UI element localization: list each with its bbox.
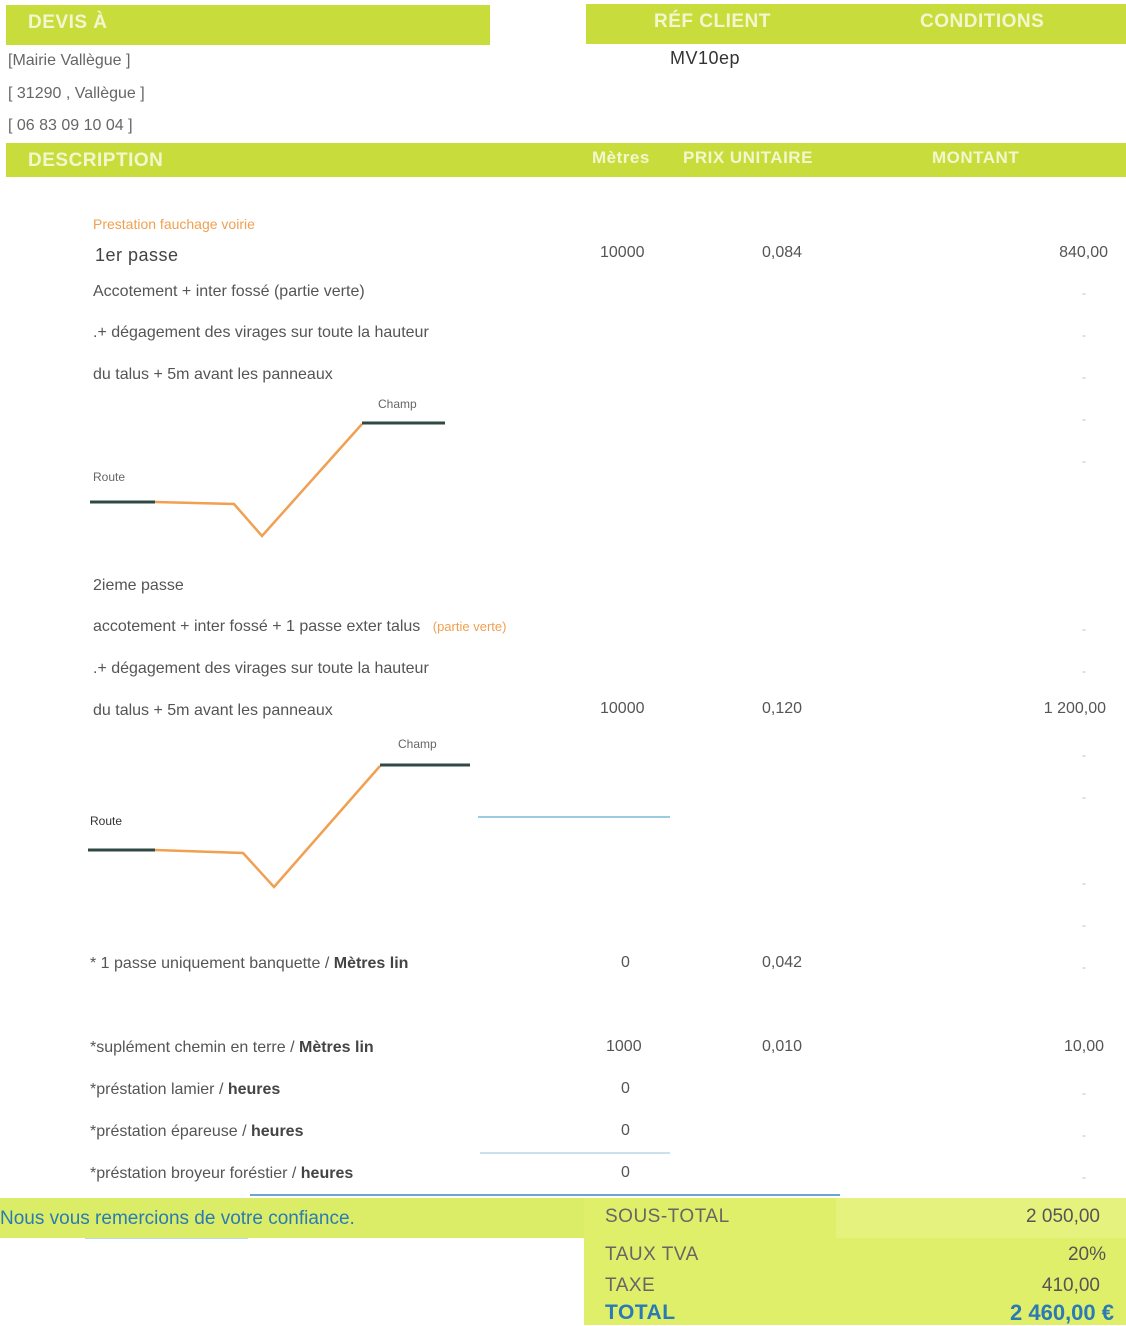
thanks-message: Nous vous remercions de votre confiance. bbox=[0, 1208, 355, 1229]
subtotal-value: 2 050,00 bbox=[1026, 1206, 1100, 1227]
extra-unit: heures bbox=[227, 1081, 281, 1098]
client-city: [ 31290 , Vallègue ] bbox=[8, 85, 145, 102]
pass2-line1 bbox=[93, 618, 506, 636]
extra-label: *préstation épareuse / bbox=[90, 1123, 251, 1140]
extra-amount-dash: - bbox=[1082, 1128, 1086, 1142]
section-title: Prestation fauchage voirie bbox=[93, 216, 255, 232]
extra-qty: 0 bbox=[621, 1080, 630, 1097]
pass2-amount: 1 200,00 bbox=[1043, 700, 1106, 717]
dash-row-5: - bbox=[1082, 454, 1086, 468]
extra-qty: 0 bbox=[621, 954, 630, 971]
extra-row-4 bbox=[90, 1165, 353, 1183]
devis-header: DEVIS À bbox=[28, 12, 108, 33]
client-phone: [ 06 83 09 10 04 ] bbox=[8, 117, 133, 134]
extra-row-3 bbox=[90, 1123, 303, 1141]
extra-row-1 bbox=[90, 1039, 374, 1057]
col-description: DESCRIPTION bbox=[28, 150, 164, 171]
pass1-champ-label: Champ bbox=[378, 397, 417, 411]
extra-amount-dash: - bbox=[1082, 960, 1086, 974]
extra-unit: Mètres lin bbox=[333, 955, 409, 972]
extra-row-0 bbox=[90, 955, 408, 973]
tva-rate-label: TAUX TVA bbox=[605, 1244, 699, 1265]
dash-row-1: - bbox=[1082, 286, 1086, 300]
dash-row-7: - bbox=[1082, 664, 1086, 678]
pass1-slope-line bbox=[155, 424, 362, 536]
pass2-slope-line bbox=[155, 766, 380, 887]
extra-unit: heures bbox=[300, 1165, 354, 1182]
tax-label: TAXE bbox=[605, 1275, 656, 1296]
pass1-title: 1er passe bbox=[95, 245, 179, 265]
extra-unit: heures bbox=[251, 1123, 304, 1140]
dash-row-3: - bbox=[1082, 370, 1086, 384]
pass1-line3: du talus + 5m avant les panneaux bbox=[93, 366, 333, 383]
tax-value: 410,00 bbox=[1041, 1275, 1100, 1296]
col-montant: MONTANT bbox=[932, 148, 1020, 167]
extra-qty: 1000 bbox=[606, 1038, 642, 1055]
extra-label: * 1 passe uniquement banquette / bbox=[90, 955, 334, 972]
extra-row-2 bbox=[90, 1081, 280, 1099]
extra-qty: 0 bbox=[621, 1164, 630, 1181]
dash-row-8: - bbox=[1082, 748, 1086, 762]
ref-client-value: MV10ep bbox=[670, 48, 741, 68]
extra-price: 0,010 bbox=[762, 1038, 803, 1055]
pass2-title: 2ieme passe bbox=[93, 577, 184, 594]
dash-row-2: - bbox=[1082, 328, 1086, 342]
dash-row-6: - bbox=[1082, 622, 1086, 636]
pass2-champ-label: Champ bbox=[398, 737, 437, 751]
pass2-qty: 10000 bbox=[600, 700, 645, 717]
tva-rate-value: 20% bbox=[1067, 1244, 1106, 1265]
extra-unit: Mètres lin bbox=[299, 1039, 374, 1056]
pass2-line2: .+ dégagement des virages sur toute la hauteur bbox=[93, 660, 429, 677]
pass1-amount: 840,00 bbox=[1059, 244, 1108, 261]
pass2-line3: du talus + 5m avant les panneaux bbox=[93, 702, 333, 719]
extra-amount: 10,00 bbox=[1063, 1038, 1104, 1055]
col-metres: Mètres bbox=[592, 148, 650, 167]
col-prix-unitaire: PRIX UNITAIRE bbox=[683, 148, 813, 167]
pass1-qty: 10000 bbox=[600, 244, 645, 261]
pass2-route-label: Route bbox=[90, 814, 123, 828]
dash-row-9: - bbox=[1082, 790, 1086, 804]
pass1-route-label: Route bbox=[93, 470, 126, 484]
pass1-line1: Accotement + inter fossé (partie verte) bbox=[93, 283, 365, 300]
pass1-line2: .+ dégagement des virages sur toute la hauteur bbox=[93, 324, 429, 341]
dash-row-10: - bbox=[1082, 876, 1086, 890]
extra-label: *suplément chemin en terre / bbox=[90, 1039, 299, 1056]
pass2-line1-note: (partie verte) bbox=[432, 619, 507, 634]
conditions-header: CONDITIONS bbox=[920, 11, 1045, 32]
pass2-line1-text: accotement + inter fossé + 1 passe exter talus bbox=[93, 618, 421, 635]
client-name: [Mairie Vallègue ] bbox=[8, 52, 131, 69]
ref-client-header: RÉF CLIENT bbox=[654, 11, 771, 32]
extra-price: 0,042 bbox=[762, 954, 803, 971]
dash-row-4: - bbox=[1082, 412, 1086, 426]
extra-label: *préstation lamier / bbox=[90, 1081, 228, 1098]
extra-amount-dash: - bbox=[1082, 1086, 1086, 1100]
subtotal-label: SOUS-TOTAL bbox=[605, 1206, 730, 1227]
total-value: 2 460,00 € bbox=[1010, 1300, 1114, 1325]
total-label: TOTAL bbox=[605, 1301, 676, 1324]
dash-row-11: - bbox=[1082, 918, 1086, 932]
extra-amount-dash: - bbox=[1082, 1170, 1086, 1184]
extra-label: *préstation broyeur foréstier / bbox=[90, 1165, 301, 1182]
extra-qty: 0 bbox=[621, 1122, 630, 1139]
pass1-price: 0,084 bbox=[762, 244, 803, 261]
pass2-price: 0,120 bbox=[762, 700, 803, 717]
